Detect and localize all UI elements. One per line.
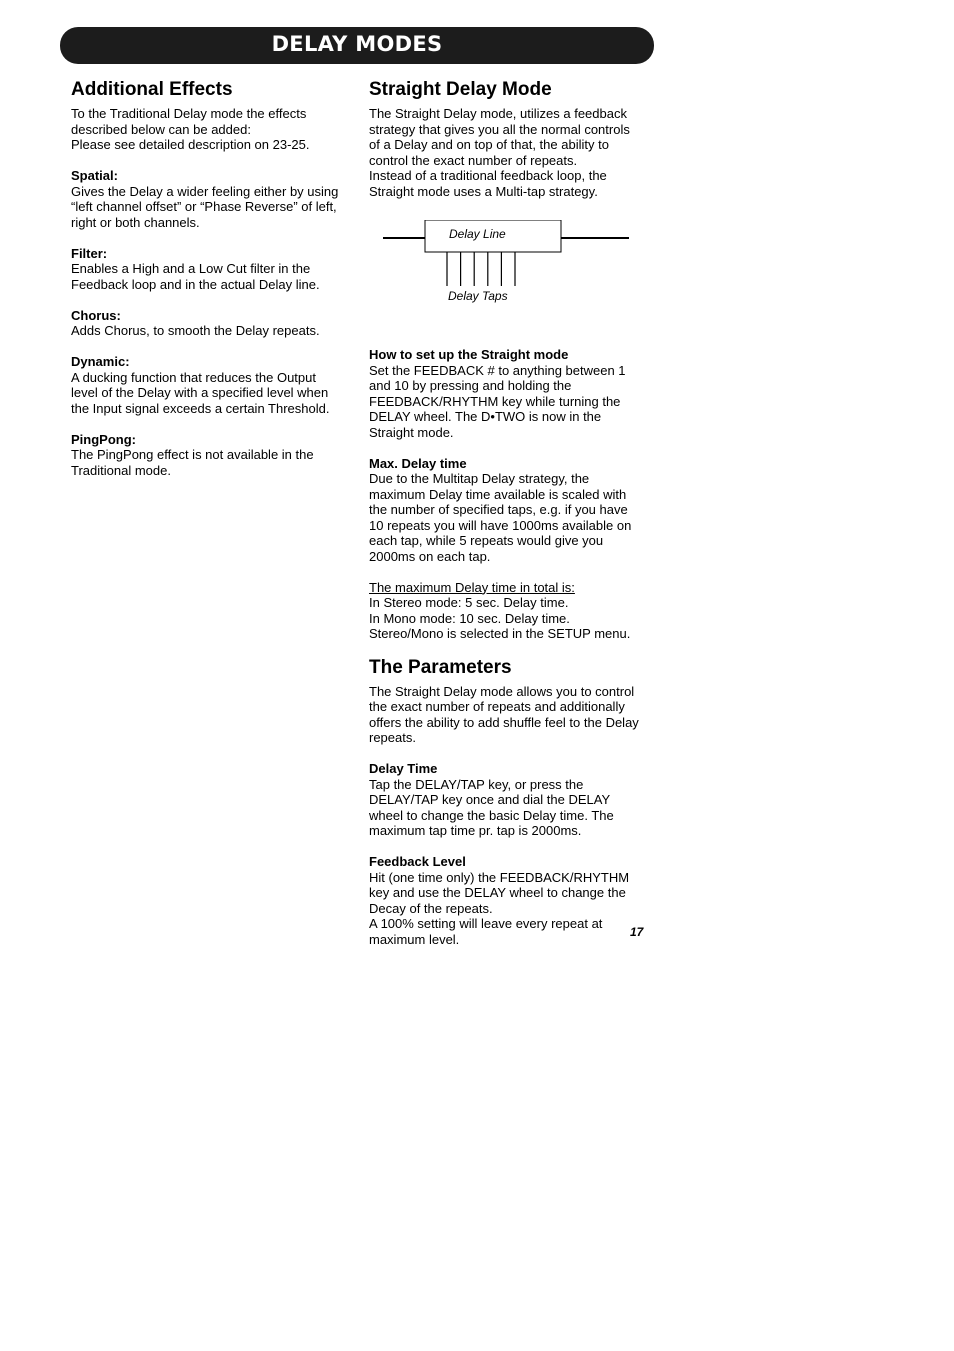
additional-effects-heading: Additional Effects <box>71 79 233 100</box>
feedback-line: Hit (one time only) the FEEDBACK/RHYTHM <box>369 869 630 885</box>
delay-time-line: wheel to change the basic Delay time. The <box>369 807 614 823</box>
feedback-line: maximum level. <box>369 931 460 947</box>
dynamic-line: A ducking function that reduces the Output <box>71 369 316 385</box>
intro-line: Straight mode uses a Multi-tap strategy. <box>369 183 598 199</box>
intro-line: control the exact number of repeats. <box>369 152 578 168</box>
setup-title: How to set up the Straight mode <box>369 347 569 362</box>
total-delay-title: The maximum Delay time in total is: <box>369 579 575 595</box>
feedback-line: Decay of the repeats. <box>369 900 493 916</box>
spatial-title: Spatial: <box>71 168 118 183</box>
total-delay-line: In Stereo mode: 5 sec. Delay time. <box>369 595 569 610</box>
feedback-level-title: Feedback Level <box>369 854 466 869</box>
intro-line: described below can be added: <box>71 121 251 137</box>
intro-line: Please see detailed description on 23-25. <box>71 137 310 152</box>
total-delay-line: In Mono mode: 10 sec. Delay time. <box>369 610 570 626</box>
setup-line: Straight mode. <box>369 424 454 440</box>
delay-time-line: maximum tap time pr. tap is 2000ms. <box>369 823 582 838</box>
params-intro-line: repeats. <box>369 730 416 745</box>
intro-line: strategy that gives you all the normal controls <box>369 121 630 137</box>
max-delay-line: maximum Delay time available is scaled with <box>369 486 627 502</box>
delay-taps-group <box>447 252 515 286</box>
dynamic-title: Dynamic: <box>71 354 130 369</box>
setup-line: Set the FEEDBACK # to anything between 1 <box>369 362 626 378</box>
setup-line: DELAY wheel. The D•TWO is now in the <box>369 409 602 424</box>
pingpong-line: Traditional mode. <box>71 462 171 478</box>
total-delay-line: Stereo/Mono is selected in the SETUP menu. <box>369 626 631 641</box>
intro-line: Instead of a traditional feedback loop, the <box>369 168 607 183</box>
params-intro-line: The Straight Delay mode allows you to control <box>369 683 635 699</box>
max-delay-line: Due to the Multitap Delay strategy, the <box>369 471 590 486</box>
left-column <box>71 78 346 478</box>
params-intro-line: offers the ability to add shuffle feel to the Delay <box>369 714 639 730</box>
page-title: DELAY MODES <box>271 32 443 56</box>
spatial-line: right or both channels. <box>71 214 200 230</box>
straight-delay-heading: Straight Delay Mode <box>369 79 552 100</box>
delay-taps-label: Delay Taps <box>448 289 508 303</box>
pingpong-title: PingPong: <box>71 431 136 447</box>
parameters-heading: The Parameters <box>369 656 512 678</box>
intro-line: of a Delay and on top of that, the ability to <box>369 137 609 152</box>
params-intro-line: the exact number of repeats and additionally <box>369 699 625 714</box>
feedback-line: key and use the DELAY wheel to change the <box>369 885 626 900</box>
chorus-line: Adds Chorus, to smooth the Delay repeats. <box>71 323 320 338</box>
intro-line: The Straight Delay mode, utilizes a feedback <box>369 106 627 121</box>
filter-title: Filter: <box>71 245 108 261</box>
filter-line: Feedback loop and in the actual Delay line. <box>71 276 320 292</box>
setup-line: FEEDBACK/RHYTHM key while turning the <box>369 393 621 409</box>
page-number: 17 <box>630 925 644 939</box>
dynamic-line: the Input signal exceeds a certain Threshold. <box>71 400 330 416</box>
delay-line-label: Delay Line <box>449 227 506 241</box>
max-delay-line: the number of specified taps, e.g. if you have <box>369 502 628 517</box>
spatial-line: “left channel offset” or “Phase Reverse” of left, <box>71 199 337 214</box>
pingpong-line: The PingPong effect is not available in the <box>71 447 314 462</box>
feedback-line: A 100% setting will leave every repeat at <box>369 916 603 931</box>
max-delay-title: Max. Delay time <box>369 455 467 471</box>
max-delay-line: 10 repeats you will have 1000ms available on <box>369 517 632 533</box>
filter-line: Enables a High and a Low Cut filter in the <box>71 261 311 276</box>
max-delay-line: 2000ms on each tap. <box>369 548 491 564</box>
delay-time-title: Delay Time <box>369 761 438 776</box>
delay-time-line: DELAY/TAP key once and dial the DELAY <box>369 792 611 807</box>
intro-line: To the Traditional Delay mode the effects <box>71 106 307 121</box>
right-column <box>369 78 644 947</box>
chorus-title: Chorus: <box>71 307 121 323</box>
dynamic-line: level of the Delay with a specified level when <box>71 385 329 400</box>
max-delay-line: each tap, while 5 repeats would give you <box>369 533 604 548</box>
spatial-line: Gives the Delay a wider feeling either by using <box>71 183 339 199</box>
delay-diagram-graphic <box>369 220 644 338</box>
delay-time-line: Tap the DELAY/TAP key, or press the <box>369 776 584 792</box>
setup-line: and 10 by pressing and holding the <box>369 378 572 393</box>
delay-line-diagram <box>369 220 644 338</box>
title-banner <box>60 27 654 64</box>
